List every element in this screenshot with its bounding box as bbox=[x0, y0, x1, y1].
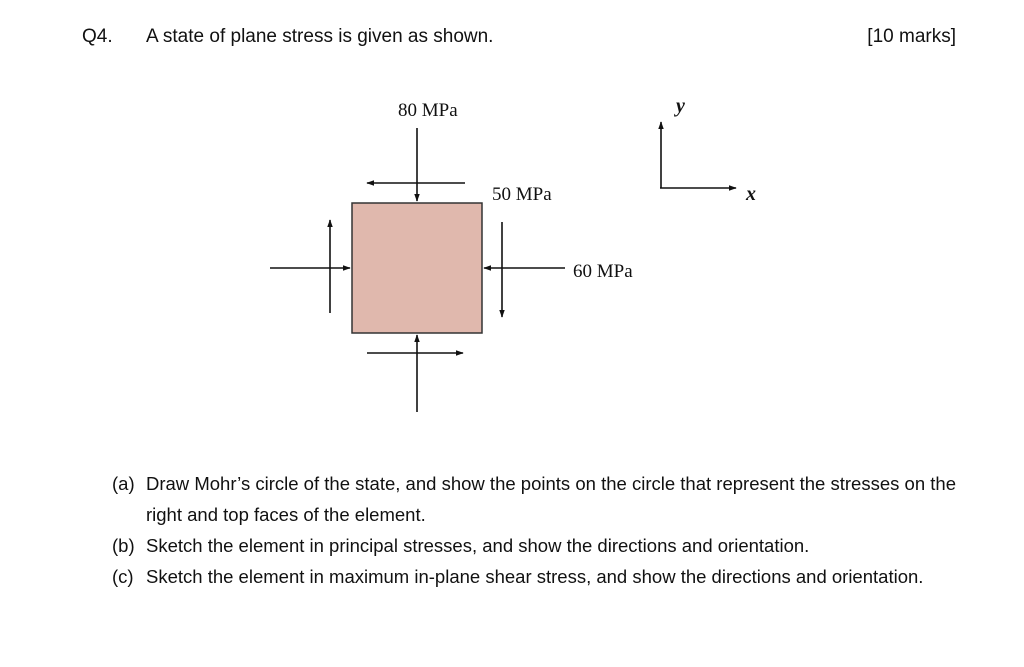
x-axis-label: x bbox=[746, 183, 756, 205]
part-marker: (a) bbox=[112, 473, 135, 494]
part-marker: (c) bbox=[112, 566, 134, 587]
question-part-a bbox=[112, 468, 956, 530]
part-text: Draw Mohr’s circle of the state, and show the points on the circle that represent the stresses on the right and top faces of the element. bbox=[146, 473, 956, 525]
right-stress-label: 60 MPa bbox=[573, 261, 633, 282]
question-part-c bbox=[112, 561, 956, 592]
top-stress-label: 80 MPa bbox=[398, 100, 458, 121]
part-text: Sketch the element in principal stresses, and show the directions and orientation. bbox=[146, 535, 810, 556]
question-number: Q4. bbox=[82, 26, 113, 47]
question-part-b bbox=[112, 530, 956, 561]
question-parts-list bbox=[112, 468, 956, 592]
part-marker: (b) bbox=[112, 535, 135, 556]
question-text: A state of plane stress is given as shown. bbox=[146, 26, 494, 47]
part-text: Sketch the element in maximum in-plane shear stress, and show the directions and orientation. bbox=[146, 566, 924, 587]
shear-stress-label: 50 MPa bbox=[492, 184, 552, 205]
marks-label: [10 marks] bbox=[867, 26, 956, 47]
y-axis-label: y bbox=[676, 95, 685, 117]
stress-element bbox=[352, 203, 482, 333]
